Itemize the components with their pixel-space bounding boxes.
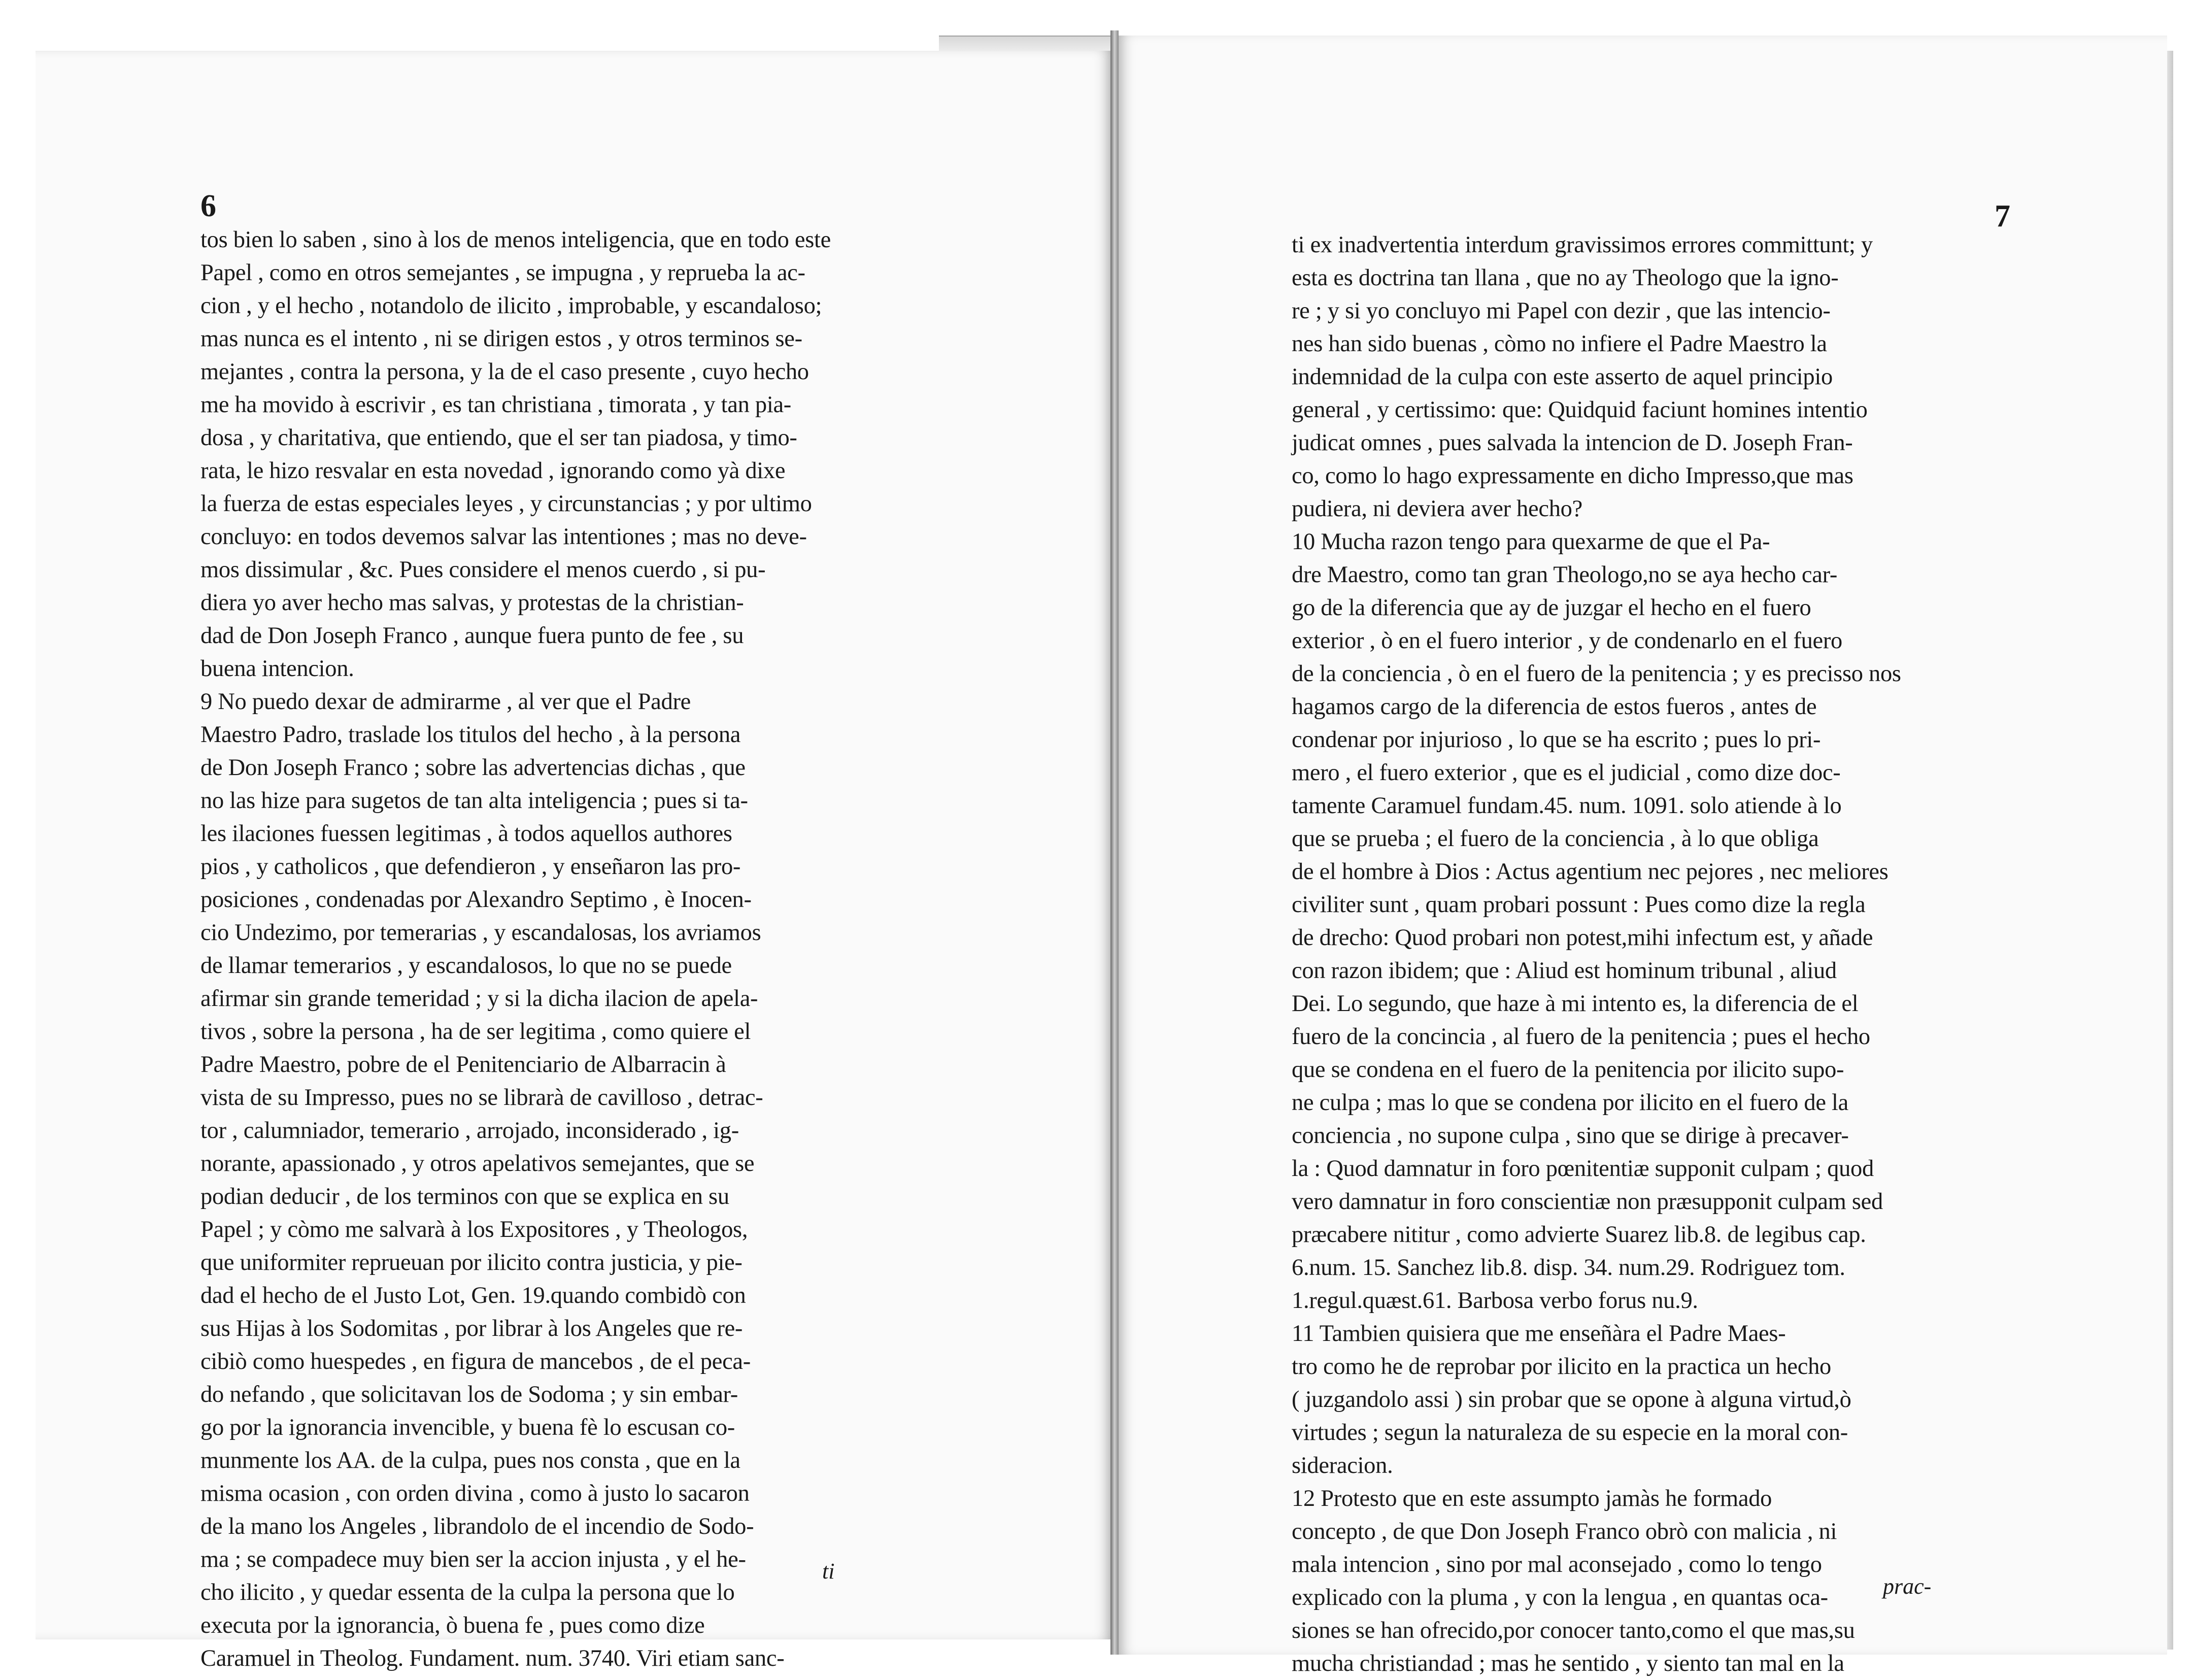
text-line: siones se han ofrecido,por conocer tanto,como el que mas,su	[1292, 1618, 1855, 1643]
text-line: 1.regul.quæst.61. Barbosa verbo forus nu.9.	[1292, 1288, 1698, 1314]
text-line: que se condena en el fuero de la penitencia por ilicito supo-	[1292, 1057, 1844, 1083]
text-line: Papel , como en otros semejantes , se impugna , y reprueba la ac-	[200, 260, 805, 286]
text-line: de la mano los Angeles , librandolo de el incendio de Sodo-	[200, 1514, 754, 1539]
text-line: de la conciencia , ò en el fuero de la penitencia ; y es precisso nos	[1292, 661, 1901, 687]
text-line: indemnidad de la culpa con este asserto de aquel principio	[1292, 364, 1833, 390]
text-line: diera yo aver hecho mas salvas, y protestas de la christian-	[200, 590, 744, 616]
text-line: les ilaciones fuessen legitimas , à todos aquellos authores	[200, 821, 732, 847]
text-line: de drecho: Quod probari non potest,mihi infectum est, y añade	[1292, 925, 1873, 951]
text-line: mas nunca es el intento , ni se dirigen estos , y otros terminos se-	[200, 326, 802, 352]
text-line: que uniformiter reprueuan por ilicito contra justicia, y pie-	[200, 1250, 743, 1275]
text-line: me ha movido à escrivir , es tan christiana , timorata , y tan pia-	[200, 392, 791, 418]
text-line: co, como lo hago expressamente en dicho Impresso,que mas	[1292, 463, 1853, 489]
text-line: virtudes ; segun la naturaleza de su especie en la moral con-	[1292, 1420, 1848, 1446]
text-line: podian deducir , de los terminos con que se explica en su	[200, 1184, 729, 1209]
text-line: 10 Mucha razon tengo para quexarme de que el Pa-	[1292, 529, 1770, 555]
text-line: mala intencion , sino por mal aconsejado , como lo tengo	[1292, 1552, 1822, 1577]
text-line: fuero de la concincia , al fuero de la penitencia ; pues el hecho	[1292, 1024, 1870, 1050]
text-line: afirmar sin grande temeridad ; y si la dicha ilacion de apela-	[200, 986, 758, 1012]
text-line: Dei. Lo segundo, que haze à mi intento es, la diferencia de el	[1292, 991, 1859, 1017]
text-line: de el hombre à Dios : Actus agentium nec pejores , nec meliores	[1292, 859, 1889, 885]
text-line: mucha christiandad ; mas he sentido , y siento tan mal en la	[1292, 1651, 1844, 1676]
text-line: 9 No puedo dexar de admirarme , al ver que el Padre	[200, 689, 691, 715]
text-line: 6.num. 15. Sanchez lib.8. disp. 34. num.29. Rodriguez tom.	[1292, 1255, 1845, 1281]
text-line: concluyo: en todos devemos salvar las intentiones ; mas no deve-	[200, 524, 807, 550]
text-line: concepto , de que Don Joseph Franco obrò con malicia , ni	[1292, 1519, 1837, 1544]
text-line: norante, apassionado , y otros apelativos semejantes, que se	[200, 1151, 755, 1177]
right-page-number: 7	[1995, 199, 2010, 233]
text-line: tivos , sobre la persona , ha de ser legitima , como quiere el	[200, 1019, 751, 1045]
left-page-text	[200, 223, 901, 1671]
text-line: condenar por injurioso , lo que se ha escrito ; pues lo pri-	[1292, 727, 1821, 753]
text-line: go por la ignorancia invencible, y buena fè lo escusan co-	[200, 1415, 735, 1440]
text-line: dosa , y charitativa, que entiendo, que el ser tan piadosa, y timo-	[200, 425, 797, 451]
text-line: que se prueba ; el fuero de la conciencia , à lo que obliga	[1292, 826, 1819, 852]
text-line: misma ocasion , con orden divina , como à justo lo sacaron	[200, 1481, 750, 1506]
book-spine	[1110, 30, 1119, 1655]
right-page-text	[1292, 228, 1995, 1676]
text-line: præcabere nititur , como advierte Suarez lib.8. de legibus cap.	[1292, 1222, 1866, 1248]
text-line: vista de su Impresso, pues no se librarà de cavilloso , detrac-	[200, 1085, 763, 1111]
text-line: no las hize para sugetos de tan alta inteligencia ; pues si ta-	[200, 788, 748, 814]
text-line: rata, le hizo resvalar en esta novedad , ignorando como yà dixe	[200, 458, 786, 484]
text-line: tro como he de reprobar por ilicito en la practica un hecho	[1292, 1354, 1831, 1380]
text-line: Padre Maestro, pobre de el Penitenciario de Albarracin à	[200, 1052, 726, 1078]
left-page-number: 6	[200, 189, 216, 223]
text-line: cibiò como huespedes , en figura de mancebos , de el peca-	[200, 1349, 751, 1374]
text-line: dre Maestro, como tan gran Theologo,no se aya hecho car-	[1292, 562, 1838, 588]
text-line: posiciones , condenadas por Alexandro Septimo , è Inocen-	[200, 887, 752, 913]
text-line: Caramuel in Theolog. Fundament. num. 3740. Viri etiam sanc-	[200, 1645, 785, 1671]
text-line: hagamos cargo de la diferencia de estos fueros , antes de	[1292, 694, 1817, 720]
text-line: buena intencion.	[200, 656, 354, 682]
text-line: Papel ; y còmo me salvarà à los Expositores , y Theologos,	[200, 1217, 748, 1242]
text-line: vero damnatur in foro conscientiæ non præsupponit culpam sed	[1292, 1189, 1883, 1215]
text-line: ( juzgandolo assi ) sin probar que se opone à alguna virtud,ò	[1292, 1387, 1851, 1413]
text-line: la fuerza de estas especiales leyes , y circunstancias ; y por ultimo	[200, 491, 812, 517]
text-line: cio Undezimo, por temerarias , y escandalosas, los avriamos	[200, 920, 761, 946]
text-line: dad el hecho de el Justo Lot, Gen. 19.quando combidò con	[200, 1283, 746, 1308]
text-line: munmente los AA. de la culpa, pues nos consta , que en la	[200, 1448, 740, 1473]
text-line: general , y certissimo: que: Quidquid faciunt homines intentio	[1292, 397, 1868, 423]
text-line: mejantes , contra la persona, y la de el caso presente , cuyo hecho	[200, 359, 809, 385]
text-line: ne culpa ; mas lo que se condena por ilicito en el fuero de la	[1292, 1090, 1848, 1116]
text-line: re ; y si yo concluyo mi Papel con dezir , que las intencio-	[1292, 298, 1831, 324]
text-line: de llamar temerarios , y escandalosos, lo que no se puede	[200, 953, 732, 979]
text-line: go de la diferencia que ay de juzgar el hecho en el fuero	[1292, 595, 1811, 621]
text-line: tor , calumniador, temerario , arrojado, inconsiderado , ig-	[200, 1118, 739, 1144]
text-line: 11 Tambien quisiera que me enseñàra el Padre Maes-	[1292, 1321, 1786, 1347]
text-line: dad de Don Joseph Franco , aunque fuera punto de fee , su	[200, 623, 744, 649]
text-line: sideracion.	[1292, 1453, 1393, 1479]
text-line: do nefando , que solicitavan los de Sodoma ; y sin embar-	[200, 1382, 738, 1407]
text-line: 12 Protesto que en este assumpto jamàs he formado	[1292, 1486, 1772, 1511]
text-line: pudiera, ni deviera aver hecho?	[1292, 496, 1582, 522]
text-line: sus Hijas à los Sodomitas , por librar à los Angeles que re-	[200, 1316, 743, 1341]
text-line: tos bien lo saben , sino à los de menos inteligencia, que en todo este	[200, 227, 831, 253]
text-line: con razon ibidem; que : Aliud est hominum tribunal , aliud	[1292, 958, 1837, 984]
text-line: ma ; se compadece muy bien ser la accion injusta , y el he-	[200, 1547, 746, 1572]
text-line: de Don Joseph Franco ; sobre las advertencias dichas , que	[200, 755, 746, 781]
text-line: pios , y catholicos , que defendieron , y enseñaron las pro-	[200, 854, 741, 880]
right-catchword: prac-	[1883, 1574, 1932, 1599]
text-line: civiliter sunt , quam probari possunt : Pues como dize la regla	[1292, 892, 1866, 918]
text-line: exterior , ò en el fuero interior , y de condenarlo en el fuero	[1292, 628, 1842, 654]
text-line: mero , el fuero exterior , que es el judicial , como dize doc-	[1292, 760, 1841, 786]
text-line: esta es doctrina tan llana , que no ay Theologo que la igno-	[1292, 265, 1839, 291]
text-line: tamente Caramuel fundam.45. num. 1091. solo atiende à lo	[1292, 793, 1842, 819]
text-line: conciencia , no supone culpa , sino que se dirige à precaver-	[1292, 1123, 1849, 1149]
text-line: cion , y el hecho , notandolo de ilicito , improbable, y escandaloso;	[200, 293, 822, 319]
text-line: executa por la ignorancia, ò buena fe , pues como dize	[200, 1612, 705, 1638]
left-catchword: ti	[822, 1559, 835, 1584]
text-line: ti ex inadvertentia interdum gravissimos errores committunt; y	[1292, 232, 1873, 258]
text-line: explicado con la pluma , y con la lengua , en quantas oca-	[1292, 1585, 1828, 1610]
text-line: nes han sido buenas , còmo no infiere el Padre Maestro la	[1292, 331, 1827, 357]
text-line: cho ilicito , y quedar essenta de la culpa la persona que lo	[200, 1580, 735, 1605]
text-line: judicat omnes , pues salvada la intencion de D. Joseph Fran-	[1292, 430, 1853, 456]
text-line: Maestro Padro, traslade los titulos del hecho , à la persona	[200, 722, 741, 748]
text-line: la : Quod damnatur in foro pœnitentiæ supponit culpam ; quod	[1292, 1156, 1874, 1182]
text-line: mos dissimular , &c. Pues considere el menos cuerdo , si pu-	[200, 557, 766, 583]
